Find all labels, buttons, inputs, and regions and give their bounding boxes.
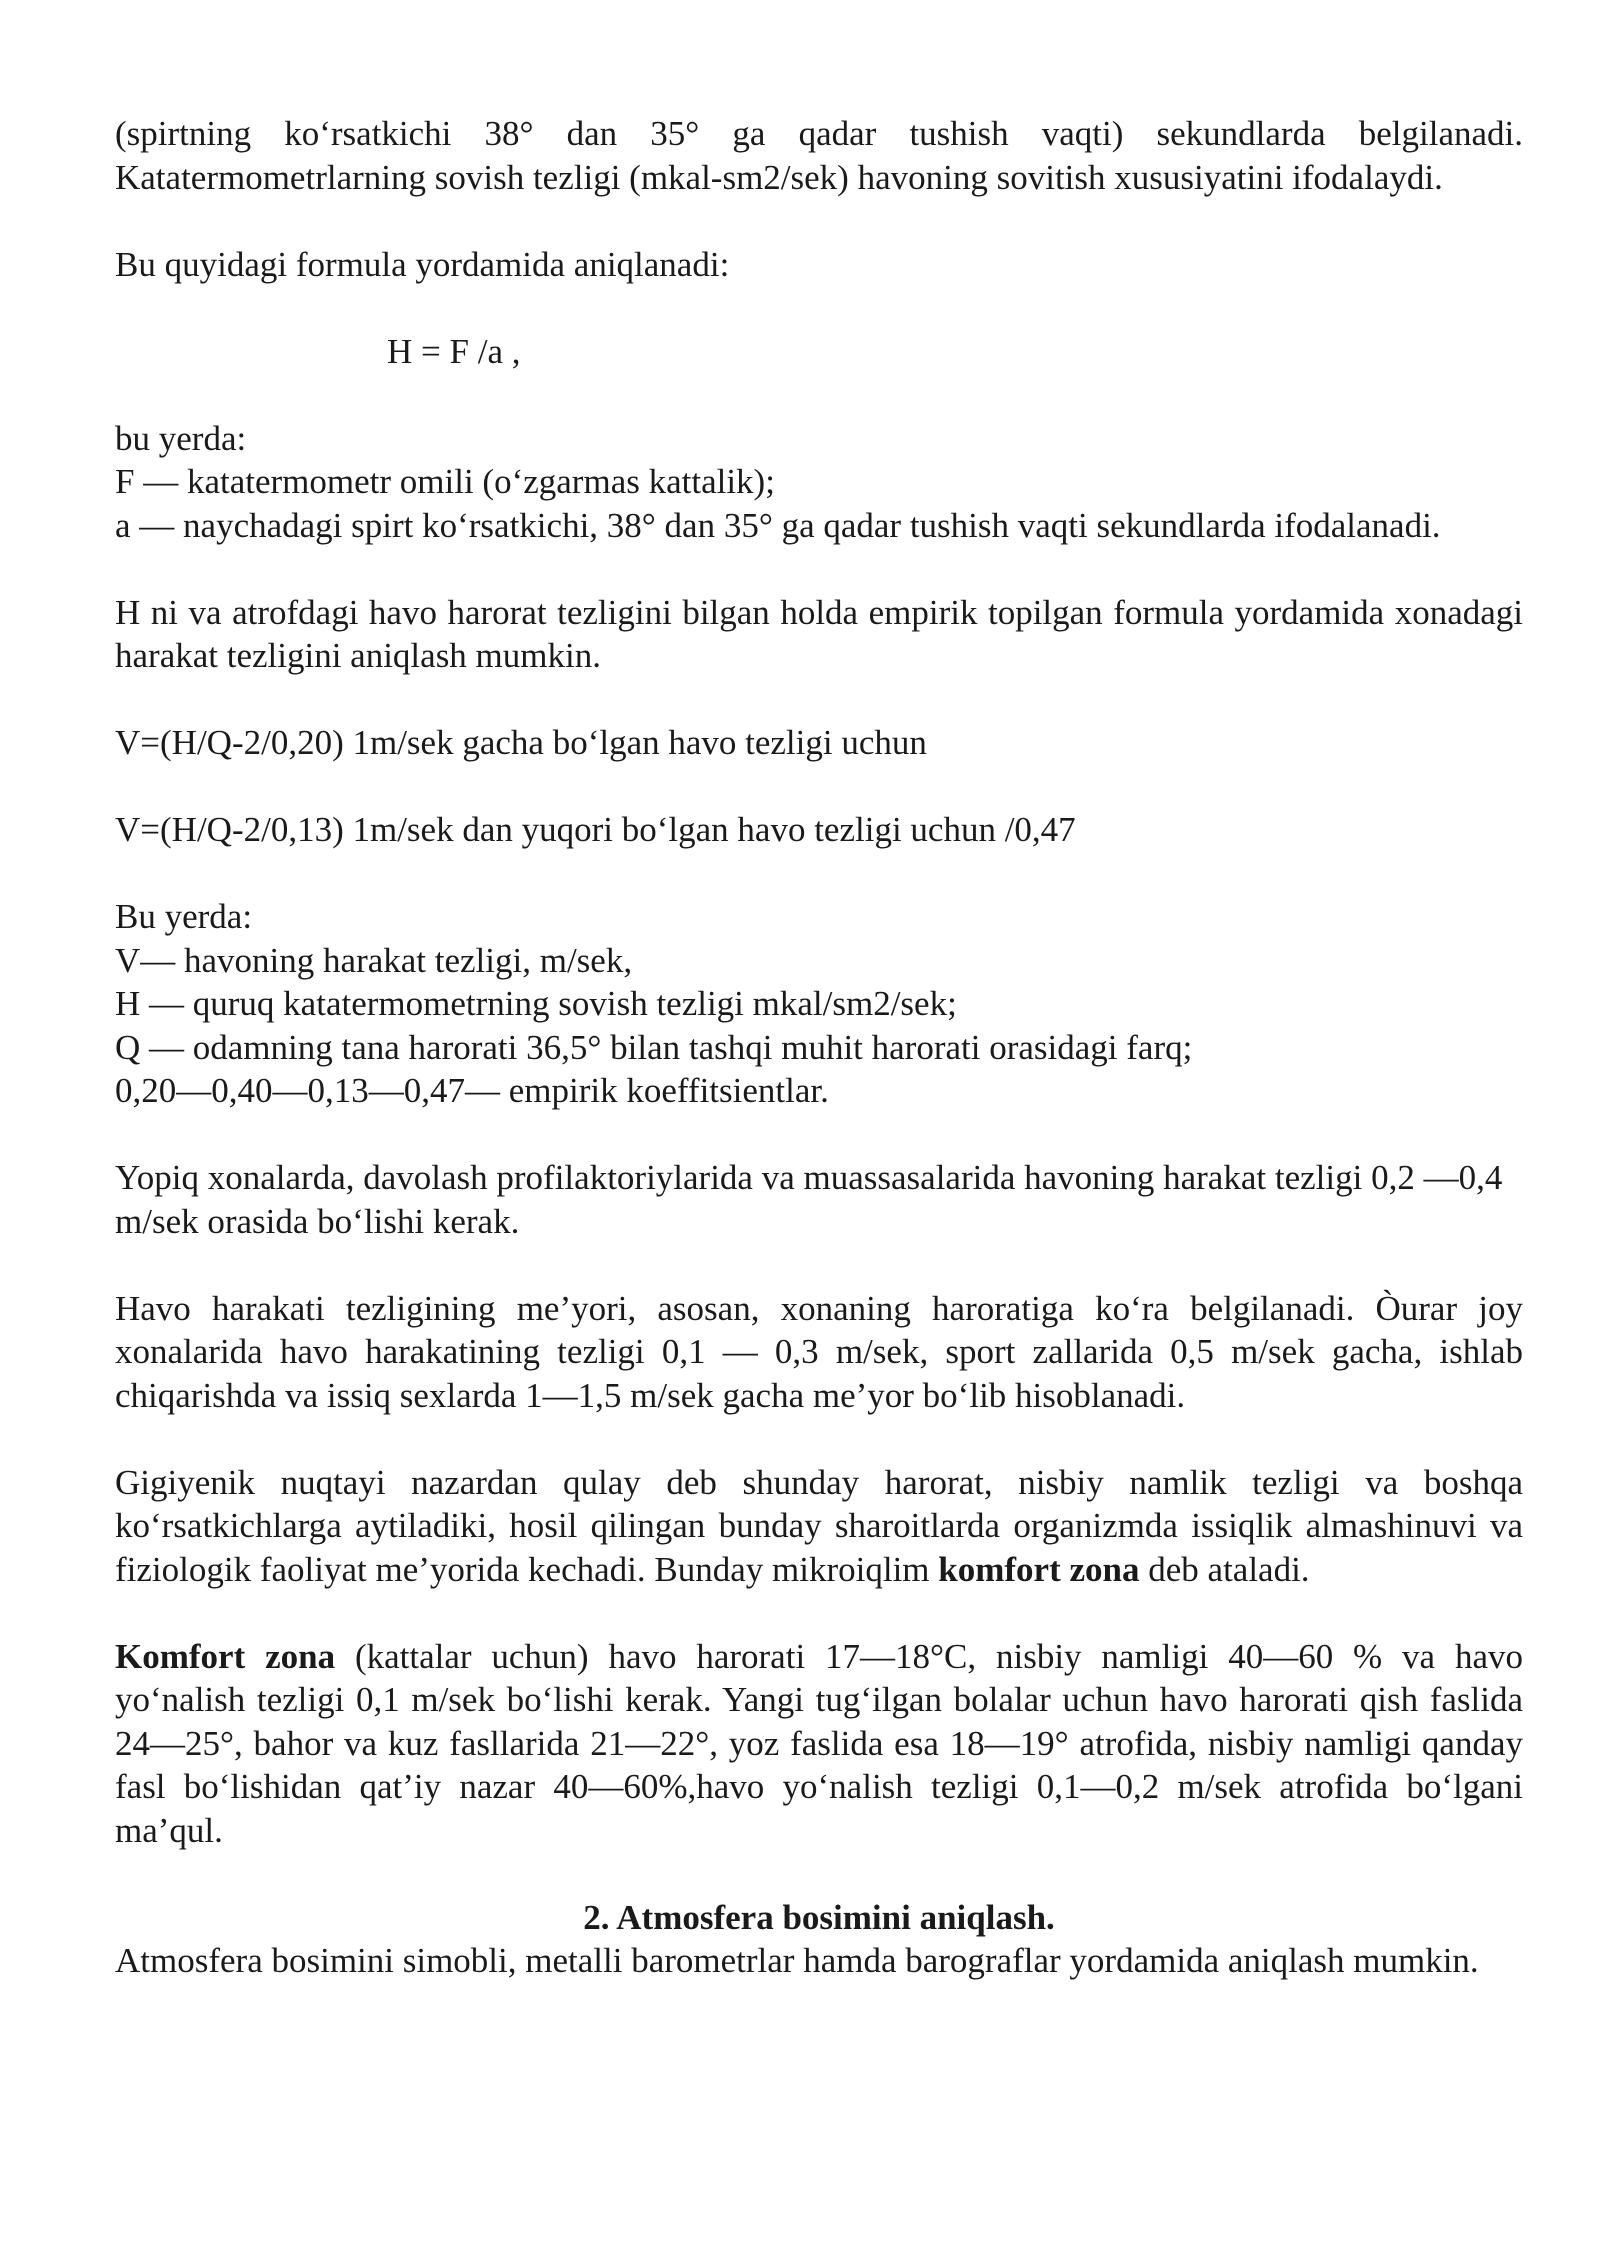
- paragraph-atmospheric-pressure: Atmosfera bosimini simobli, metalli barometrlar hamda barograflar yordamida aniqlash mumkin.: [115, 1941, 1479, 1980]
- formula-v-high: V=(H/Q-2/0,13) 1m/sek dan yuqori bo‘lgan havo tezligi uchun /0,47: [115, 810, 1076, 849]
- paragraph-hygienic: [115, 1461, 1523, 1592]
- paragraph-comfort-zone-text: (kattalar uchun) havo harorati 17—18°C, nisbiy namligi 40—60 % va havo yo‘nalish tezligi 0,1 m/sek bo‘lishi kerak. Yangi tug‘ilgan bolalar uchun havo harorati qish faslida 24—25°, bahor va kuz fasllarida 21—22°, yoz faslida esa 18—19° atrofida, nisbiy namligi qanday fasl bo‘lishidan qat’iy nazar 40—60%,havo yo‘nalish tezligi 0,1—0,2 m/sek atrofida bo‘lgani ma’qul.: [115, 1636, 1523, 1850]
- paragraph-closed-rooms: Yopiq xonalarda, davolash profilaktoriylarida va muassasalarida havoning harakat tezligi 0,2 —0,4 m/sek orasida bo‘lishi kerak.: [115, 1158, 1503, 1241]
- formula-v-low: V=(H/Q-2/0,20) 1m/sek gacha bo‘lgan havo tezligi uchun: [115, 723, 927, 762]
- where-item-f: F — katatermometr omili (o‘zgarmas kattalik);: [115, 462, 775, 501]
- paragraph-comfort-zone: [115, 1635, 1523, 1853]
- paragraph-katatermometr-intro: (spirtning ko‘rsatkichi 38° dan 35° ga qadar tushish vaqti) sekundlarda belgilanadi. Katatermometrlarning sovish tezligi (mkal-sm2/sek) havoning sovitish xususiyatini ifodalaydi.: [115, 114, 1523, 197]
- legend-item-coefficients: 0,20—0,40—0,13—0,47— empirik koeffitsientlar.: [115, 1071, 829, 1110]
- section-heading: 2. Atmosfera bosimini aniqlash.: [583, 1897, 1055, 1937]
- where-item-a: a — naychadagi spirt ko‘rsatkichi, 38° dan 35° ga qadar tushish vaqti sekundlarda ifodalanadi.: [115, 505, 1441, 545]
- legend-item-v: V— havoning harakat tezligi, m/sek,: [115, 940, 633, 980]
- document-page: [115, 112, 1523, 1983]
- paragraph-hygienic-tail: deb ataladi.: [1139, 1549, 1310, 1589]
- where-intro: bu yerda:: [115, 418, 247, 458]
- paragraph-empirical: H ni va atrofdagi havo harorat tezligini bilgan holda empirik topilgan formula yordamida xonadagi harakat tezligini aniqlash mumkin.: [115, 592, 1523, 675]
- legend-intro: Bu yerda:: [115, 897, 253, 936]
- paragraph-formula-intro: Bu quyidagi formula yordamida aniqlanadi:: [115, 244, 730, 284]
- term-comfort-zone: komfort zona: [938, 1549, 1140, 1589]
- paragraph-hygienic-text: Gigiyenik nuqtayi nazardan qulay deb shunday harorat, nisbiy namlik tezligi va boshqa ko‘rsatkichlarga aytiladiki, hosil qilingan bunday sharoitlarda organizmda issiqlik almashinuvi va fiziologik faoliyat me’yorida kechadi. Bunday mikroiqlim: [115, 1462, 1523, 1589]
- term-comfort-zone-lead: Komfort zona: [115, 1636, 336, 1676]
- legend-item-h: H — quruq katatermometrning sovish tezligi mkal/sm2/sek;: [115, 984, 957, 1023]
- paragraph-air-speed-norm: Havo harakati tezligining me’yori, asosan, xonaning haroratiga ko‘ra belgilanadi. Òurar joy xonalarida havo harakatining tezligi 0,1 — 0,3 m/sek, sport zallarida 0,5 m/sek gacha, ishlab chiqarishda va issiq sexlarda 1—1,5 m/sek gacha me’yor bo‘lib hisoblanadi.: [115, 1288, 1523, 1415]
- legend-item-q: Q — odamning tana harorati 36,5° bilan tashqi muhit harorati orasidagi farq;: [115, 1027, 1193, 1067]
- formula-h: H = F /a ,: [387, 331, 521, 371]
